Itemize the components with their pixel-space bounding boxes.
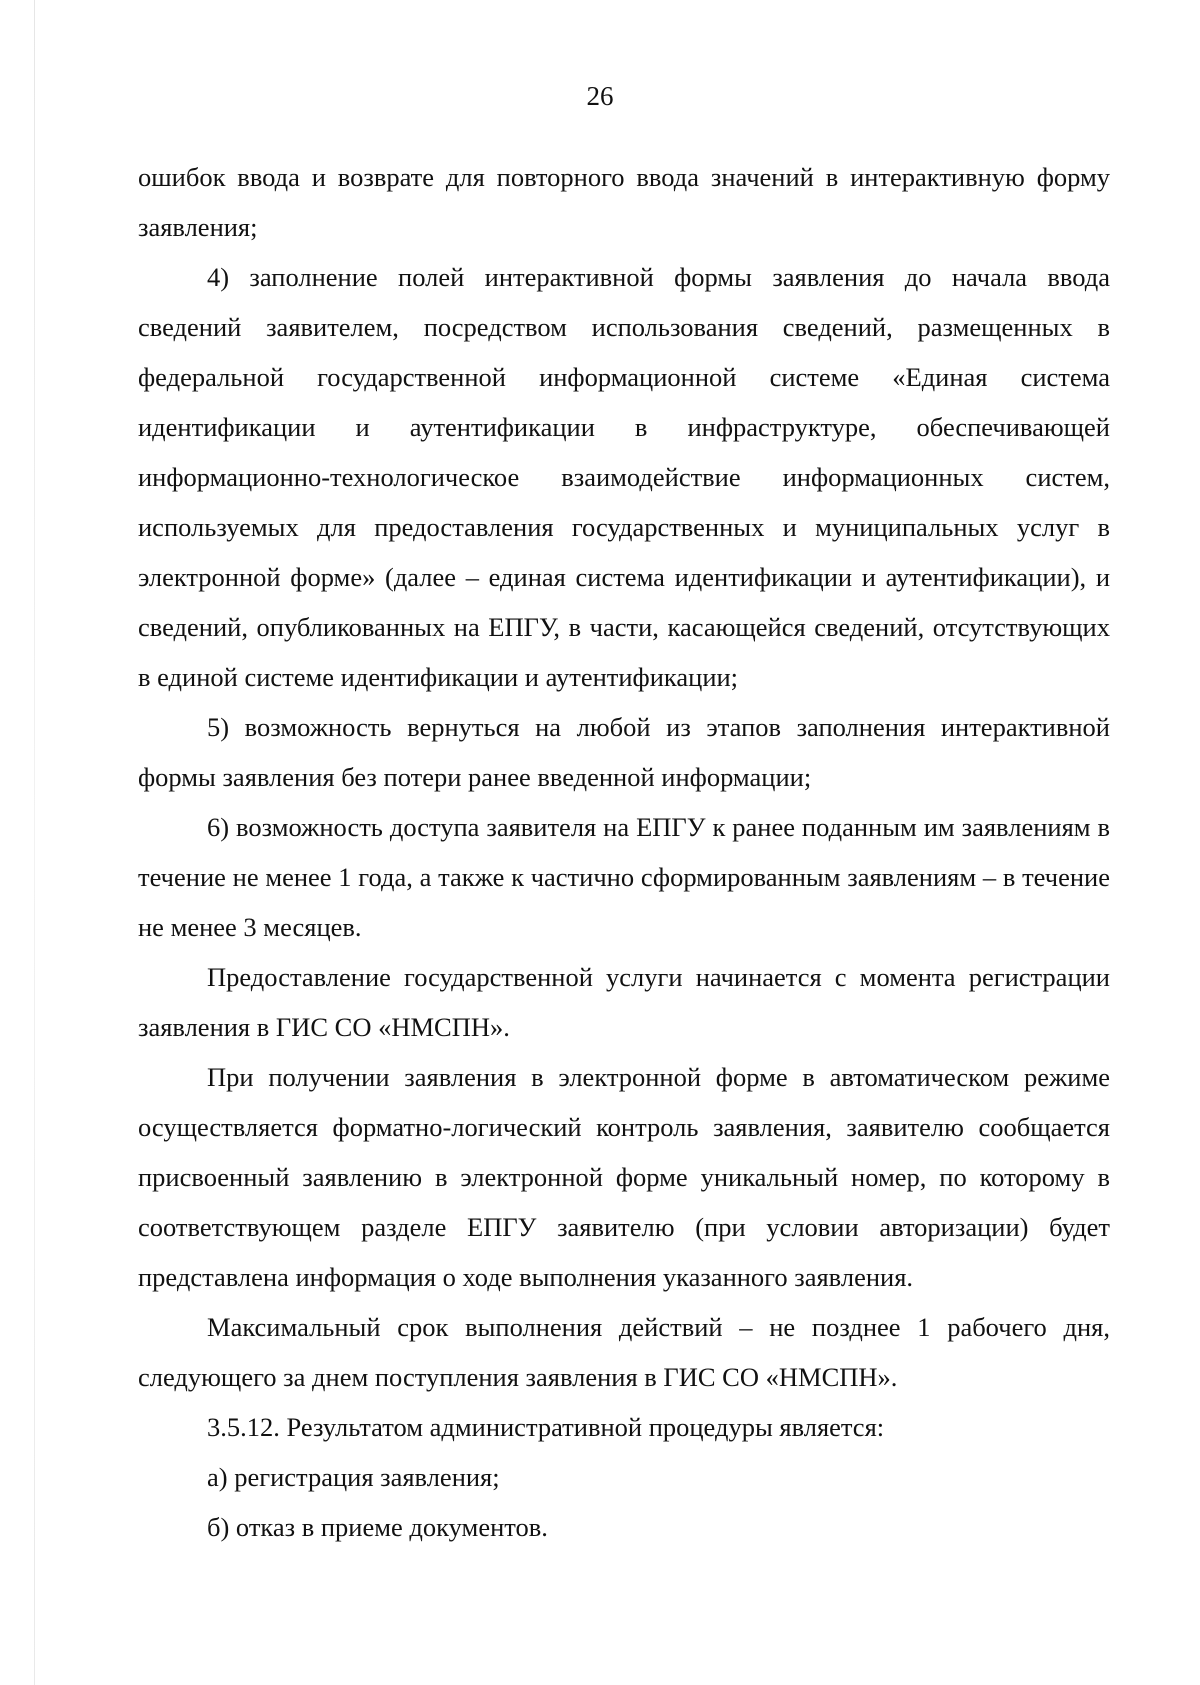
- paragraph-continuation: ошибок ввода и возврате для повторного ввода значений в интерактивную форму заявления;: [138, 162, 1110, 242]
- page-number: 26: [586, 81, 614, 111]
- paragraph-result-b: б) отказ в приеме документов.: [207, 1512, 548, 1542]
- scan-edge-line: [34, 0, 35, 1685]
- paragraph-service-start: Предоставление государственной услуги начинается с момента регистрации заявления в ГИС СО «НМСПН».: [138, 962, 1110, 1042]
- paragraph-item-6: 6) возможность доступа заявителя на ЕПГУ к ранее поданным им заявлениям в течение не менее 1 года, а также к частично сформированным заявлениям – в течение не менее 3 месяцев.: [138, 812, 1110, 942]
- document-body: [138, 152, 1110, 1552]
- paragraph-item-5: 5) возможность вернуться на любой из этапов заполнения интерактивной формы заявления без потери ранее введенной информации;: [138, 712, 1110, 792]
- paragraph-result-a: а) регистрация заявления;: [207, 1462, 500, 1492]
- paragraph-electronic-application: При получении заявления в электронной форме в автоматическом режиме осуществляется форматно-логический контроль заявления, заявителю сообщается присвоенный заявлению в электронной форме уникальный номер, по которому в соответствующем разделе ЕПГУ заявителю (при условии авторизации) будет представлена информация о ходе выполнения указанного заявления.: [138, 1062, 1110, 1292]
- paragraph-item-4: 4) заполнение полей интерактивной формы заявления до начала ввода сведений заявителем, посредством использования сведений, размещенных в федеральной государственной информационной системе «Единая система идентификации и аутентификации в инфраструктуре, обеспечивающей информационно-технологическое взаимодействие информационных систем, используемых для предоставления государственных и муниципальных услуг в электронной форме» (далее – единая система идентификации и аутентификации), и сведений, опубликованных на ЕПГУ, в части, касающейся сведений, отсутствующих в единой системе идентификации и аутентификации;: [138, 262, 1110, 692]
- paragraph-max-term: Максимальный срок выполнения действий – не позднее 1 рабочего дня, следующего за днем поступления заявления в ГИС СО «НМСПН».: [138, 1312, 1110, 1392]
- paragraph-result-heading: 3.5.12. Результатом административной процедуры является:: [207, 1412, 885, 1442]
